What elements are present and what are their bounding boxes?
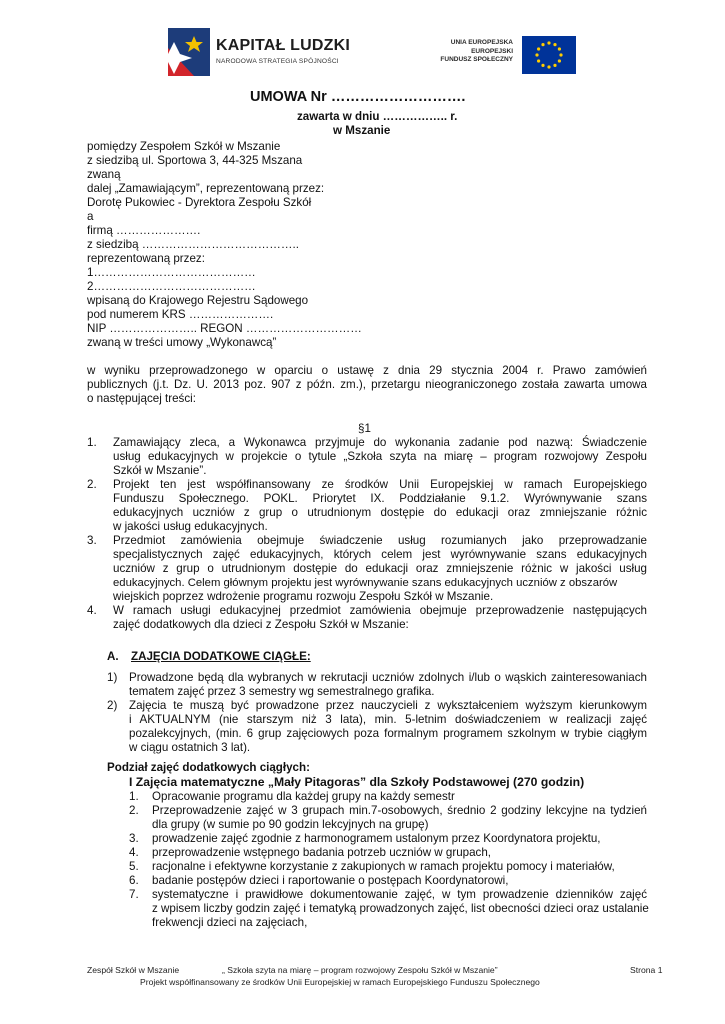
party-line: NIP ………………….. REGON …………………………	[87, 322, 362, 335]
section-a-item-line: i AKTUALNYM (nie starszym niż 3 lata), min. 5-letnim doświadczeniem w realizacji zajęć	[129, 713, 647, 726]
party-line: pod numerem KRS ………………….	[87, 308, 274, 321]
party-line: zwaną w treści umowy „Wykonawcą”	[87, 336, 277, 349]
section-a-item-line: w ciągu ostatnich 3 lat).	[129, 741, 251, 754]
footer-page-number: Strona 1	[630, 965, 663, 975]
party-line: a	[87, 210, 94, 223]
eu-logo-line1: UNIA EUROPEJSKA	[450, 39, 513, 46]
section-a-item-line: Zajęcia te muszą być prowadzone przez nauczycieli z wykształceniem wyższym kierunkowym	[129, 699, 647, 712]
footer-cofinanced: Projekt współfinansowany ze środków Unii Europejskiej w ramach Europejskiego Funduszu Społecznego	[140, 977, 540, 987]
footer-school: Zespół Szkół w Mszanie	[87, 965, 180, 975]
breakdown-item-number: 6.	[129, 874, 139, 887]
intro-line: w wyniku przeprowadzonego w oparciu o ustawę z dnia 29 stycznia 2004 r. Prawo zamówień	[87, 364, 647, 377]
kapital-ludzki-emblem-icon	[168, 28, 210, 76]
point-line: edukacyjnych uczniów z grup o utrudnionym dostępie do edukacji oraz zmniejszanie różnic	[113, 506, 647, 519]
breakdown-item-line: Opracowanie programu dla każdej grupy na każdy semestr	[152, 790, 455, 803]
breakdown-item-number: 7.	[129, 888, 139, 901]
point-line: Szkół w Mszanie”.	[113, 464, 207, 477]
contract-date: zawarta w dniu …………….. r.	[297, 110, 458, 123]
party-line: wpisaną do Krajowego Rejestru Sądowego	[87, 294, 309, 307]
eu-logo-line2: EUROPEJSKI	[471, 47, 513, 55]
point-number: 1.	[87, 436, 97, 449]
section-a-item-number: 1)	[107, 671, 118, 684]
contract-title: UMOWA Nr ……………………….	[250, 89, 466, 105]
party-line: dalej „Zamawiającym”, reprezentowaną przez:	[87, 182, 325, 195]
party-line: z siedzibą ul. Sportowa 3, 44-325 Mszana	[87, 154, 303, 167]
eu-logo	[421, 36, 576, 76]
breakdown-item-line: przeprowadzenie wstępnego badania potrzeb uczniów w grupach,	[152, 846, 492, 859]
breakdown-item-line: badanie postępów dzieci i raportowanie o postępach Koordynatorowi,	[152, 874, 509, 887]
eu-logo-text	[440, 39, 513, 65]
kapital-ludzki-logo	[168, 28, 368, 80]
party-line: Dorotę Pukowiec - Dyrektora Zespołu Szkół	[87, 196, 312, 209]
breakdown-item-line: systematyczne i prawidłowe dokumentowanie zajęć, w tym prowadzenie dzienników zajęć	[152, 888, 647, 901]
party-line: z siedzibą …………………………………..	[87, 238, 299, 251]
point-line: Przedmiot zamówienia obejmuje świadczenie usług rozumianych jako przeprowadzanie	[113, 534, 647, 547]
footer-project: „ Szkoła szyta na miarę – program rozwojowy Zespołu Szkół w Mszanie”	[222, 965, 498, 975]
point-line: Funduszu Społecznego. POKL. Priorytet IX. Poddziałanie 9.1.2. Wyrównywanie szans	[113, 492, 647, 505]
point-line: uczniów z grup o utrudnionym dostępie do edukacji oraz zmniejszenie różnic w jakości usług	[113, 562, 647, 575]
point-line: W ramach usługi edukacyjnej przedmiot zamówienia obejmuje przeprowadzenie następujących	[113, 604, 647, 617]
breakdown-item-line: Przeprowadzenie zajęć w 3 grupach min.7-osobowych, średnio 2 godziny lekcyjne na tydzień	[152, 804, 647, 817]
section-a-title: ZAJĘCIA DODATKOWE CIĄGŁE:	[131, 650, 311, 663]
breakdown-item-number: 5.	[129, 860, 139, 873]
contract-place: w Mszanie	[333, 124, 391, 137]
section-a-item-number: 2)	[107, 699, 118, 712]
breakdown-item-number: 4.	[129, 846, 139, 859]
section-a-label: A.	[107, 650, 119, 663]
eu-flag-icon	[522, 36, 576, 74]
breakdown-item-number: 1.	[129, 790, 139, 803]
breakdown-item-number: 2.	[129, 804, 139, 817]
point-line: Projekt ten jest współfinansowany ze środków Unii Europejskiej w ramach Europejskiego	[113, 478, 647, 491]
party-line: reprezentowaną przez:	[87, 252, 205, 265]
breakdown-item-line: prowadzenie zajęć zgodnie z harmonogramem ustalonym przez Koordynatora projektu,	[152, 832, 601, 845]
point-line: usług edukacyjnych w projekcie o tytule „Szkoła szyta na miarę – program rozwojowy Zespołu	[113, 450, 647, 463]
breakdown-heading: Podział zajęć dodatkowych ciągłych:	[107, 761, 310, 774]
party-line: firmą ………………….	[87, 224, 201, 237]
breakdown-item-line: frekwencji dzieci na zajęciach,	[152, 916, 308, 929]
section-mark: §1	[358, 422, 371, 435]
party-line: 1……………………………………	[87, 266, 256, 279]
left-logo-subtitle: NARODOWA STRATEGIA SPÓJNOŚCI	[216, 58, 339, 65]
breakdown-item-line: racjonalne i efektywne korzystanie z zakupionych w ramach projektu pomocy i materiałów,	[152, 860, 615, 873]
intro-line: o następującej treści:	[87, 392, 196, 405]
point-number: 3.	[87, 534, 97, 547]
section-a-item-line: pozalekcyjnych, (min. 6 grup zajęciowych poza formalnym programem szkolnym w trybie ciągłym	[129, 727, 647, 740]
breakdown-subheading: I Zajęcia matematyczne „Mały Pitagoras” dla Szkoły Podstawowej (270 godzin)	[129, 775, 585, 789]
point-line: wiejskich poprzez wdrożenie programu rozwoju Zespołu Szkół w Mszanie.	[113, 590, 494, 603]
party-line: pomiędzy Zespołem Szkół w Mszanie	[87, 140, 281, 153]
point-line: specjalistycznych zajęć edukacyjnych, których celem jest wyrównywanie szans edukacyjnych	[113, 548, 647, 561]
eu-logo-line3: FUNDUSZ SPOŁECZNY	[440, 56, 513, 63]
point-number: 2.	[87, 478, 97, 491]
point-line: edukacyjnych. Celem głównym projektu jest wyrównywanie szans edukacyjnych uczniów z obszarów	[113, 577, 618, 589]
breakdown-item-line: z wpisem liczby godzin zajęć i tematyką prowadzonych zajęć, list obecności dzieci oraz ustalanie	[152, 902, 649, 915]
section-a-item-line: tematem zajęć przez 3 semestry wg semestralnego grafika.	[129, 685, 435, 698]
intro-line: publicznych (j.t. Dz. U. 2013 poz. 907 z późn. zm.), przetargu nieograniczonego została zawarta umowa	[87, 378, 647, 391]
party-line: zwaną	[87, 168, 121, 181]
left-logo-title: KAPITAŁ LUDZKI	[216, 37, 351, 54]
breakdown-item-line: dla grupy (w sumie po 90 godzin lekcyjnych na grupę)	[152, 818, 429, 831]
breakdown-item-number: 3.	[129, 832, 139, 845]
point-number: 4.	[87, 604, 97, 617]
point-line: Zamawiający zleca, a Wykonawca przyjmuje do wykonania zadanie pod nazwą: Świadczenie	[113, 436, 647, 449]
section-a-item-line: Prowadzone będą dla wybranych w rekrutacji uczniów zdolnych i/lub o wąskich zainteresowaniach	[129, 671, 647, 684]
point-line: w jakości usług edukacyjnych.	[113, 520, 268, 533]
party-line: 2……………………………………	[87, 280, 256, 293]
point-line: zajęć dodatkowych dla dzieci z Zespołu Szkół w Mszanie:	[113, 618, 409, 631]
